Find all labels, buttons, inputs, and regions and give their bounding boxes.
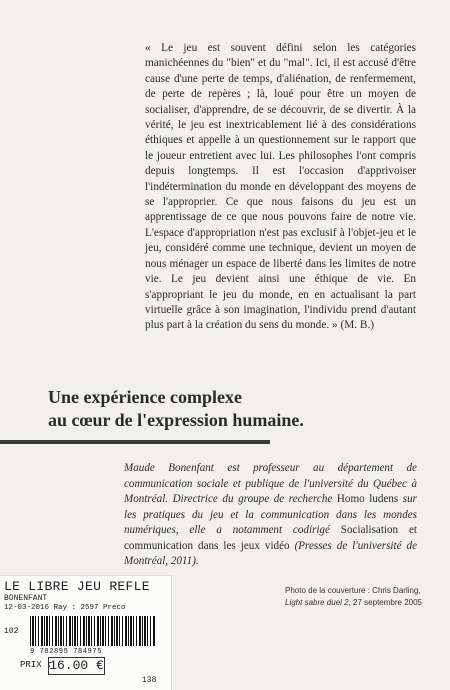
sticker-number: 138: [142, 676, 157, 685]
barcode-icon: [30, 616, 155, 646]
credit-suffix: , 27 septembre 2005: [348, 598, 422, 607]
sticker-title: LE LIBRE JEU REFLE: [4, 579, 150, 594]
tagline-line-2: au cœur de l'expression humaine.: [48, 410, 304, 430]
credit-photo-title: Light sabre duel 2: [285, 598, 349, 607]
bio-group-name: Homo ludens: [336, 493, 399, 505]
sticker-price-label: PRIX :: [20, 660, 53, 670]
back-cover-quote: « Le jeu est souvent défini selon les catégories manichéennes du "bien" et du "mal". Ici, il est accusé d'être cause d'une perte de temps, d'aliénation, de renfermement, de perte de repères ; là, loué pour être un moyen de socialiser, d'apprendre, de se découvrir, de se divertir. À la vérité, le jeu est inextricablement lié à des considérations éthiques et appelle à un questionnement sur le rapport que le joueur entretient avec lui. Les philosophes l'ont compris depuis longtemps. Il est l'occasion d'apprivoiser l'indétermination du monde en développant des moyens de se l'approprier. Ce que nous faisons du jeu est un apprentissage de ce que nous pouvons faire de notre vie. L'espace d'appropriation n'est pas exclusif à l'objet-jeu et le jeu, considéré comme une technique, devient un moyen de nous ménager un espace de liberté dans les limites de notre vie. Le jeu devient ainsi une éthique de vie. En s'appropriant le jeu du monde, en en actualisant la part virtuelle grâce à son imagination, l'individu prend d'autant plus part à la création du sens du monde. » (M. B.): [145, 42, 416, 332]
bio-part-1: Maude Bonenfant est professeur au département de communication sociale et publique de l'université du Québec à Montréal. Directrice du groupe de recherche: [124, 462, 417, 505]
bio-part-2: sur les pratiques du jeu et la communication dans les mondes numériques, elle a notamment codirigé: [124, 493, 417, 536]
photo-credit: [285, 585, 435, 609]
sticker-ean: 9 782895 784975: [30, 648, 103, 656]
bio-book-title: Socialisation et communication dans les jeux vidéo: [124, 524, 417, 552]
credit-prefix: Photo de la couverture : Chris Darling,: [285, 586, 421, 595]
sticker-author: BONENFANT: [4, 594, 48, 603]
sticker-price: 16.00 €: [49, 658, 104, 673]
price-sticker: [0, 576, 171, 690]
tagline: [48, 386, 408, 432]
sticker-code: 102: [4, 627, 19, 636]
sticker-info: 12-03-2016 Ray : 2597 Preco: [4, 604, 126, 612]
bio-part-3: (Presses de l'université de Montréal, 2011).: [124, 539, 417, 567]
author-bio: [124, 461, 417, 570]
tagline-line-1: Une expérience complexe: [48, 387, 242, 407]
divider-rule: [0, 440, 270, 444]
